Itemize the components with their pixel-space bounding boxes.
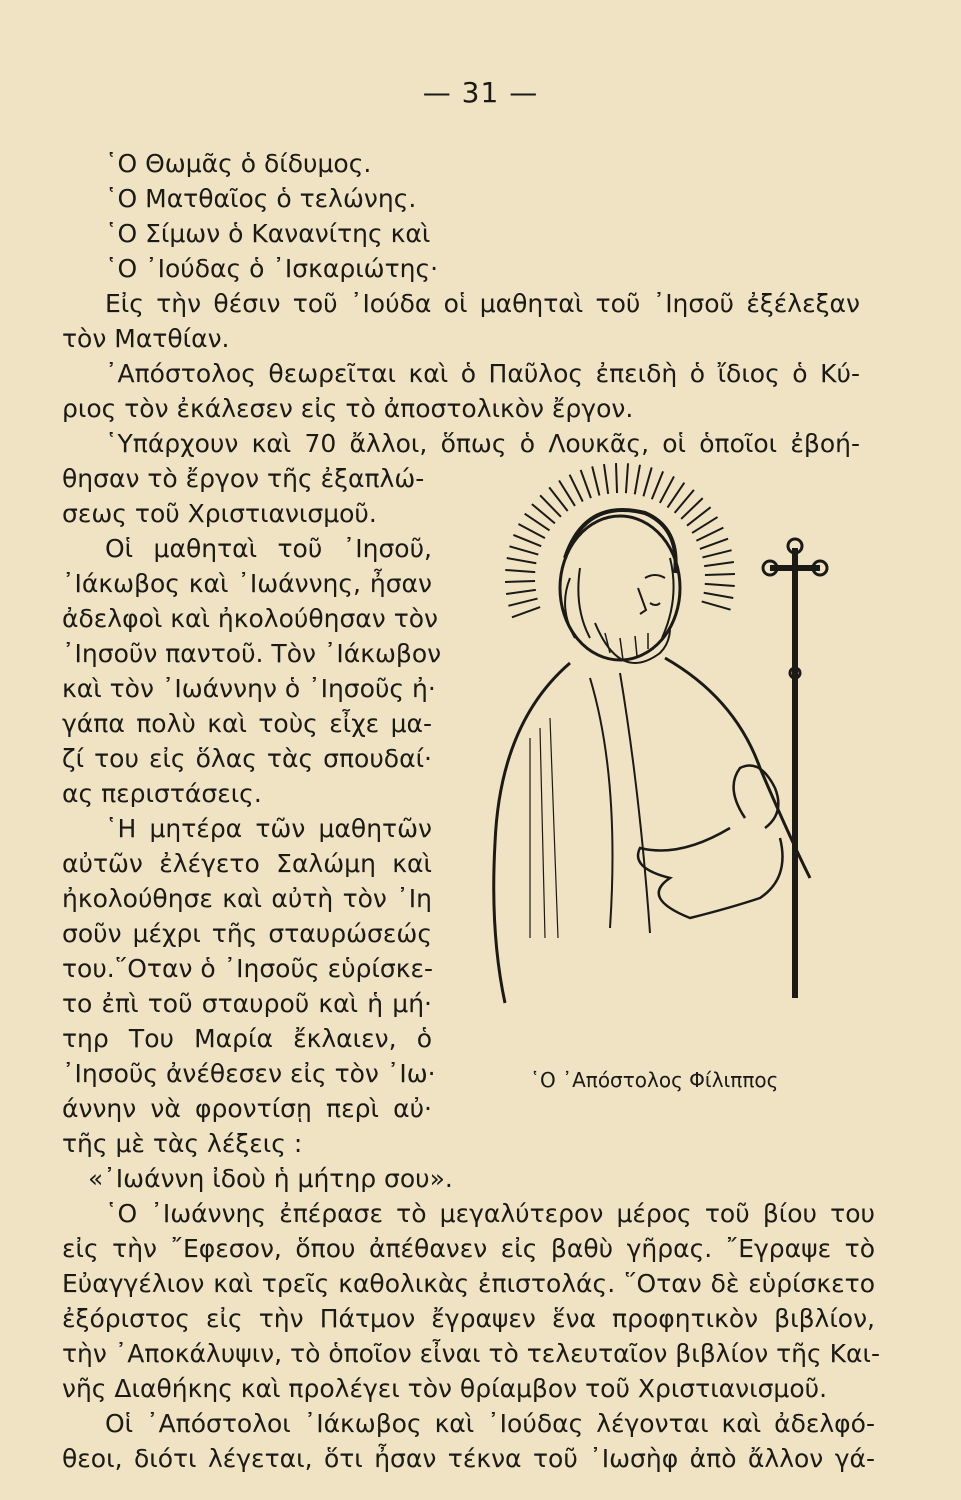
text-line: «᾿Ιωάννη ἰδοὺ ἡ μήτηρ σου».	[88, 1164, 453, 1193]
text-line: εἰς τὴν ῎Εφεσον, ὅπου ἀπέθανεν εἰς βαθὺ γῆρας. ῎Εγραψε τὸ	[62, 1234, 875, 1263]
halo-ray	[635, 465, 640, 495]
apostle-philip-figure	[470, 438, 890, 1038]
text-line: ῾Ο Ματθαῖος ὁ τελώνης.	[105, 184, 417, 213]
halo-ray	[702, 550, 731, 557]
text-line: ῾Υπάρχουν καὶ 70 ἄλλοι, ὅπως ὁ Λουκᾶς, οἱ ὁποῖοι ἐβοή-	[105, 429, 860, 458]
text-line: του.῞Οταν ὁ ᾿Ιησοῦς εὑρίσκε-	[62, 954, 433, 983]
page-number: — 31 —	[422, 76, 539, 109]
text-line: Οἱ μαθηταὶ τοῦ ᾿Ιησοῦ,	[105, 534, 432, 563]
halo-ray	[570, 475, 583, 502]
text-line: ῾Ο ᾿Ιωάννης ἐπέρασε τὸ μεγαλύτερον μέρος τοῦ βίου του	[105, 1199, 875, 1228]
text-line: ῾Η μητέρα τῶν μαθητῶν	[105, 814, 432, 843]
halo-ray	[652, 471, 663, 499]
text-line: γάπα πολὺ καὶ τοὺς εἶχε μα-	[62, 709, 432, 738]
text-line: ᾿Ιάκωβος καὶ ᾿Ιωάννης, ἦσαν	[62, 569, 432, 598]
text-line: ῾Ο ᾿Ιούδας ὁ ᾿Ισκαριώτης·	[105, 254, 439, 283]
halo-ray	[604, 464, 608, 494]
halo-ray	[626, 463, 628, 493]
halo-ray	[696, 528, 723, 541]
text-line: τῆς μὲ τὰς λέξεις :	[62, 1129, 303, 1158]
text-line: θησαν τὸ ἔργον τῆς ἐξαπλώ-	[62, 464, 425, 493]
apostle-philip-icon	[470, 438, 890, 1038]
figure-caption: ῾Ο ᾿Απόστολος Φίλιππος	[530, 1068, 779, 1092]
halo-ray	[705, 574, 735, 575]
halo-ray	[581, 470, 591, 498]
text-line: ζί του εἰς ὅλας τὰς σπουδαί·	[62, 744, 432, 773]
text-line: καὶ τὸν ᾿Ιωάννην ὁ ᾿Ιησοῦς ἠ·	[62, 674, 436, 703]
halo-ray	[505, 570, 535, 572]
text-line: ἀδελφοὶ καὶ ἠκολούθησαν τὸν	[62, 604, 439, 633]
halo-ray	[513, 535, 541, 546]
text-line: ᾿Ιησοῦς ἀνέθεσεν εἰς τὸν ᾿Ιω·	[62, 1059, 436, 1088]
text-line: ριος τὸν ἐκάλεσεν εἰς τὸ ἀποστολικὸν ἔργον.	[62, 394, 634, 423]
halo-ray	[702, 601, 731, 609]
text-line: Οἱ ᾿Απόστολοι ᾿Ιάκωβος καὶ ᾿Ιούδας λέγονται καὶ ἀδελφό-	[105, 1409, 875, 1438]
text-line: θεοι, διότι λέγεται, ὅτι ἦσαν τέκνα τοῦ ᾿Ιωσὴφ ἀπὸ ἄλλον γά-	[62, 1444, 875, 1473]
text-line: αὐτῶν ἐλέγετο Σαλώμη καὶ	[62, 849, 432, 878]
text-line: σοῦν μέχρι τῆς σταυρώσεώς	[62, 919, 432, 948]
halo-ray	[616, 463, 617, 493]
halo-ray	[700, 539, 728, 549]
halo-ray	[643, 467, 651, 496]
halo-ray	[704, 593, 734, 598]
halo-ray	[512, 607, 540, 617]
halo-ray	[592, 466, 599, 495]
halo-ray	[660, 476, 674, 502]
text-line: ᾿Απόστολος θεωρεῖται καὶ ὁ Παῦλος ἐπειδὴ ὁ ἴδιος ὁ Κύ-	[105, 359, 860, 388]
text-line: τηρ Του Μαρία ἔκλαιεν, ὁ	[62, 1024, 432, 1053]
text-line: τὴν ᾿Αποκάλυψιν, τὸ ὁποῖον εἶναι τὸ τελευταῖον βιβλίον τῆς Και-	[62, 1339, 880, 1368]
halo-ray	[505, 581, 535, 582]
text-line: ἠκολούθησε καὶ αὐτὴ τὸν ᾿Ιη	[62, 884, 432, 913]
text-line: ῾Ο Σίμων ὁ Κανανίτης καὶ	[105, 219, 431, 248]
halo-ray	[518, 524, 544, 538]
text-line: τὸν Ματθίαν.	[62, 324, 230, 353]
text-line: ῾Ο Θωμᾶς ὁ δίδυμος.	[105, 149, 372, 178]
halo-ray	[506, 590, 536, 594]
halo-ray	[509, 546, 538, 554]
halo-ray	[704, 562, 734, 566]
text-line: άννην νὰ φροντίσῃ περὶ αὐ·	[62, 1094, 432, 1123]
text-line: ας περιστάσεις.	[62, 779, 262, 808]
text-line: το ἐπὶ τοῦ σταυροῦ καὶ ἡ μή·	[62, 989, 432, 1018]
halo-ray	[705, 584, 735, 586]
text-line: σεως τοῦ Χριστιανισμοῦ.	[62, 499, 377, 528]
text-line: νῆς Διαθήκης καὶ προλέγει τὸν θρίαμβον τοῦ Χριστιανισμοῦ.	[62, 1374, 828, 1403]
halo-ray	[507, 558, 537, 563]
text-line: Εὐαγγέλιον καὶ τρεῖς καθολικὰς ἐπιστολάς. ῞Οταν δὲ εὑρίσκετο	[62, 1269, 875, 1298]
text-line: ἐξόριστος εἰς τὴν Πάτμον ἔγραψεν ἕνα προφητικὸν βιβλίον,	[62, 1304, 875, 1333]
text-line: ᾿Ιησοῦν παντοῦ. Τὸν ᾿Ιάκωβον	[62, 639, 442, 668]
halo-ray	[508, 599, 537, 606]
text-line: Εἰς τὴν θέσιν τοῦ ᾿Ιούδα οἱ μαθηταὶ τοῦ ᾿Ιησοῦ ἐξέλεξαν	[105, 289, 860, 318]
